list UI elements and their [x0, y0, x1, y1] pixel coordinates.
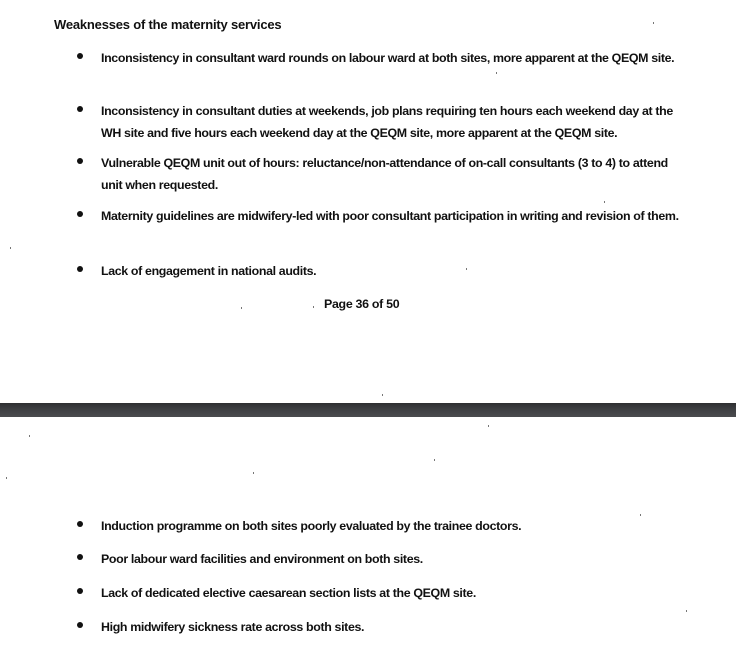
- bullet-icon: [77, 588, 83, 594]
- section-heading: Weaknesses of the maternity services: [54, 17, 282, 32]
- list-item-text: Vulnerable QEQM unit out of hours: reluctance/non-attendance of on-call consultants (3 to 4) to attend unit when requested.: [101, 156, 668, 192]
- document-page-37: [0, 417, 736, 654]
- bullet-icon: [77, 106, 83, 112]
- page-separator: [0, 403, 736, 417]
- scan-noise: [382, 394, 383, 396]
- bullet-icon: [77, 622, 83, 628]
- scan-noise: [686, 610, 687, 612]
- list-item-text: Inconsistency in consultant duties at weekends, job plans requiring ten hours each weekend day at the WH site and five hours each weekend day at the QEQM site, more apparent at the QEQM site.: [101, 104, 673, 140]
- scan-noise: [29, 435, 30, 437]
- scan-noise: [466, 268, 467, 270]
- list-item-text: High midwifery sickness rate across both sites.: [101, 620, 365, 634]
- bullet-icon: [77, 53, 83, 59]
- scan-noise: [604, 201, 605, 203]
- bullet-icon: [77, 158, 83, 164]
- bullet-icon: [77, 521, 83, 527]
- scan-noise: [241, 307, 242, 309]
- list-item-text: Induction programme on both sites poorly evaluated by the trainee doctors.: [101, 519, 522, 533]
- list-item-text: Lack of engagement in national audits.: [101, 264, 317, 278]
- list-item-text: Poor labour ward facilities and environment on both sites.: [101, 552, 423, 566]
- scan-noise: [434, 459, 435, 461]
- scan-noise: [653, 22, 654, 24]
- page-number: Page 36 of 50: [324, 297, 400, 311]
- scan-noise: [488, 425, 489, 427]
- scan-noise: [10, 247, 11, 249]
- scan-noise: [640, 514, 641, 516]
- scan-noise: [496, 72, 497, 74]
- bullet-icon: [77, 266, 83, 272]
- bullet-icon: [77, 211, 83, 217]
- scan-noise: [253, 472, 254, 474]
- bullet-icon: [77, 554, 83, 560]
- list-item-text: Lack of dedicated elective caesarean section lists at the QEQM site.: [101, 586, 476, 600]
- list-item-text: Inconsistency in consultant ward rounds on labour ward at both sites, more apparent at the QEQM site.: [101, 51, 675, 65]
- scan-noise: [6, 477, 7, 479]
- scan-noise: [313, 306, 314, 308]
- list-item-text: Maternity guidelines are midwifery-led with poor consultant participation in writing and revision of them.: [101, 209, 679, 223]
